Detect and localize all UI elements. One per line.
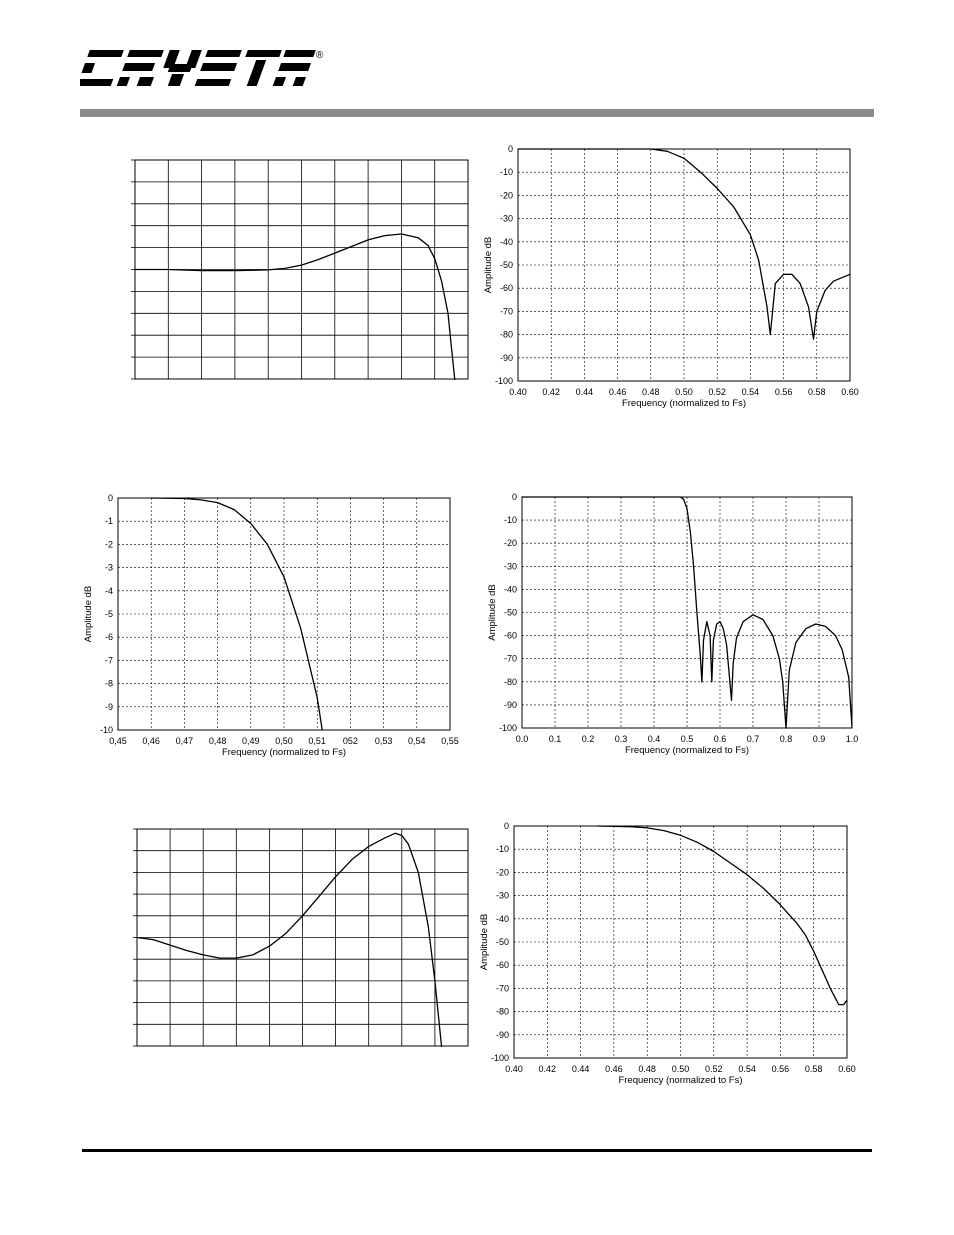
x-tick-label: 0.50 [675, 387, 693, 397]
y-tick-label: -90 [495, 1029, 509, 1040]
y-tick-label: -10 [99, 725, 113, 735]
y-tick-label: -90 [503, 699, 517, 710]
x-tick-label: 0.56 [774, 387, 793, 397]
y-tick-label: -10 [495, 844, 509, 855]
x-tick-label: 0.46 [605, 1064, 623, 1074]
x-tick-label: 0,45 [109, 736, 127, 746]
x-tick-label: 0.52 [705, 1064, 723, 1074]
x-tick-label: 0.50 [671, 1064, 690, 1074]
y-axis-label: Amplitude dB [83, 585, 94, 643]
y-tick-label: -60 [503, 630, 517, 641]
y-tick-label: -3 [104, 562, 113, 573]
x-tick-label: 0.40 [509, 387, 527, 397]
x-tick-label: 0.5 [680, 734, 694, 744]
y-tick-label: -60 [495, 960, 509, 971]
x-tick-label: 0,46 [142, 736, 160, 746]
x-tick-label: 0.58 [804, 1064, 823, 1074]
y-tick-label: -30 [499, 213, 513, 224]
footer-divider [82, 1149, 872, 1152]
y-tick-label: -100 [498, 723, 517, 733]
x-tick-label: 0,50 [275, 736, 293, 746]
y-tick-label: -10 [499, 167, 513, 178]
x-axis-label: Frequency (normalized to Fs) [221, 747, 347, 758]
y-tick-label: -70 [503, 653, 517, 664]
x-tick-label: 0.54 [741, 387, 760, 397]
y-tick-label: -20 [499, 190, 513, 201]
x-tick-label: 0.40 [505, 1064, 523, 1074]
y-tick-label: -4 [104, 585, 113, 596]
x-tick-label: 0,51 [308, 736, 326, 746]
y-tick-label: -40 [495, 913, 509, 924]
x-tick-label: 0.60 [841, 387, 859, 397]
x-tick-label: 0.9 [812, 734, 826, 744]
x-tick-label: 0.8 [779, 734, 793, 744]
y-tick-label: -80 [495, 1006, 509, 1017]
x-tick-label: 0.46 [608, 387, 627, 397]
y-tick-label: -7 [104, 655, 113, 666]
x-tick-label: 0.44 [575, 387, 594, 397]
y-tick-label: -70 [499, 306, 513, 317]
x-tick-label: 052 [342, 736, 358, 746]
x-tick-label: 0.1 [548, 734, 562, 744]
x-tick-label: 0.6 [713, 734, 727, 744]
y-tick-label: -50 [499, 260, 513, 270]
y-tick-label: 0 [503, 821, 509, 831]
x-tick-label: 0.44 [571, 1064, 590, 1074]
y-tick-label: -50 [503, 607, 517, 618]
x-tick-label: 0,47 [175, 736, 194, 746]
y-tick-label: -80 [499, 329, 513, 340]
y-tick-label: -70 [495, 983, 509, 994]
y-tick-label: 0 [507, 144, 513, 154]
y-tick-label: -20 [495, 867, 509, 878]
y-tick-label: -50 [495, 937, 509, 947]
y-tick-label: -40 [499, 236, 513, 247]
y-tick-label: -40 [503, 584, 517, 595]
y-tick-label: -2 [104, 539, 113, 550]
x-tick-label: 0.4 [647, 734, 661, 744]
y-tick-label: 0 [511, 492, 517, 502]
x-tick-label: 0,55 [441, 736, 459, 746]
x-tick-label: 0.0 [515, 734, 529, 744]
x-tick-label: 0.2 [581, 734, 595, 744]
y-tick-label: -60 [499, 283, 513, 294]
y-tick-label: -1 [104, 516, 113, 527]
x-tick-label: 0,48 [208, 736, 227, 746]
y-tick-label: -100 [494, 376, 513, 386]
x-axis-label: Frequency (normalized to Fs) [618, 1075, 743, 1086]
y-tick-label: -30 [503, 561, 517, 572]
x-tick-label: 0.42 [542, 387, 560, 397]
y-tick-label: -5 [104, 609, 113, 619]
y-tick-label: -100 [490, 1053, 509, 1063]
y-tick-label: -9 [104, 701, 113, 712]
y-tick-label: -80 [503, 676, 517, 687]
x-tick-label: 0.48 [638, 1064, 656, 1074]
x-tick-label: 0.54 [738, 1064, 756, 1074]
x-tick-label: 0.7 [746, 734, 760, 744]
y-tick-label: -8 [104, 678, 113, 689]
response-curve [597, 826, 847, 1005]
y-tick-label: -20 [503, 538, 517, 549]
y-tick-label: -10 [503, 515, 517, 526]
y-tick-label: -30 [495, 890, 509, 901]
y-tick-label: -90 [499, 352, 513, 363]
y-axis-label: Amplitude dB [483, 236, 494, 294]
x-tick-label: 0.3 [614, 734, 628, 744]
x-tick-label: 0.60 [838, 1064, 856, 1074]
x-axis-label: Frequency (normalized to Fs) [624, 745, 750, 756]
x-tick-label: 0,54 [408, 736, 426, 746]
x-tick-label: 0.42 [538, 1064, 557, 1074]
x-tick-label: 0,53 [374, 736, 393, 746]
x-tick-label: 0.48 [642, 387, 660, 397]
y-axis-label: Amplitude dB [479, 913, 490, 971]
y-tick-label: 0 [107, 493, 113, 503]
x-axis-label: Frequency (normalized to Fs) [621, 398, 747, 409]
y-axis-label: Amplitude dB [487, 584, 498, 641]
x-tick-label: 0,49 [242, 736, 260, 746]
x-tick-label: 0.52 [708, 387, 726, 397]
x-tick-label: 0.56 [771, 1064, 790, 1074]
x-tick-label: 1.0 [845, 734, 859, 744]
x-tick-label: 0.58 [808, 387, 826, 397]
y-tick-label: -6 [104, 632, 113, 643]
registered-mark: ® [316, 50, 324, 61]
